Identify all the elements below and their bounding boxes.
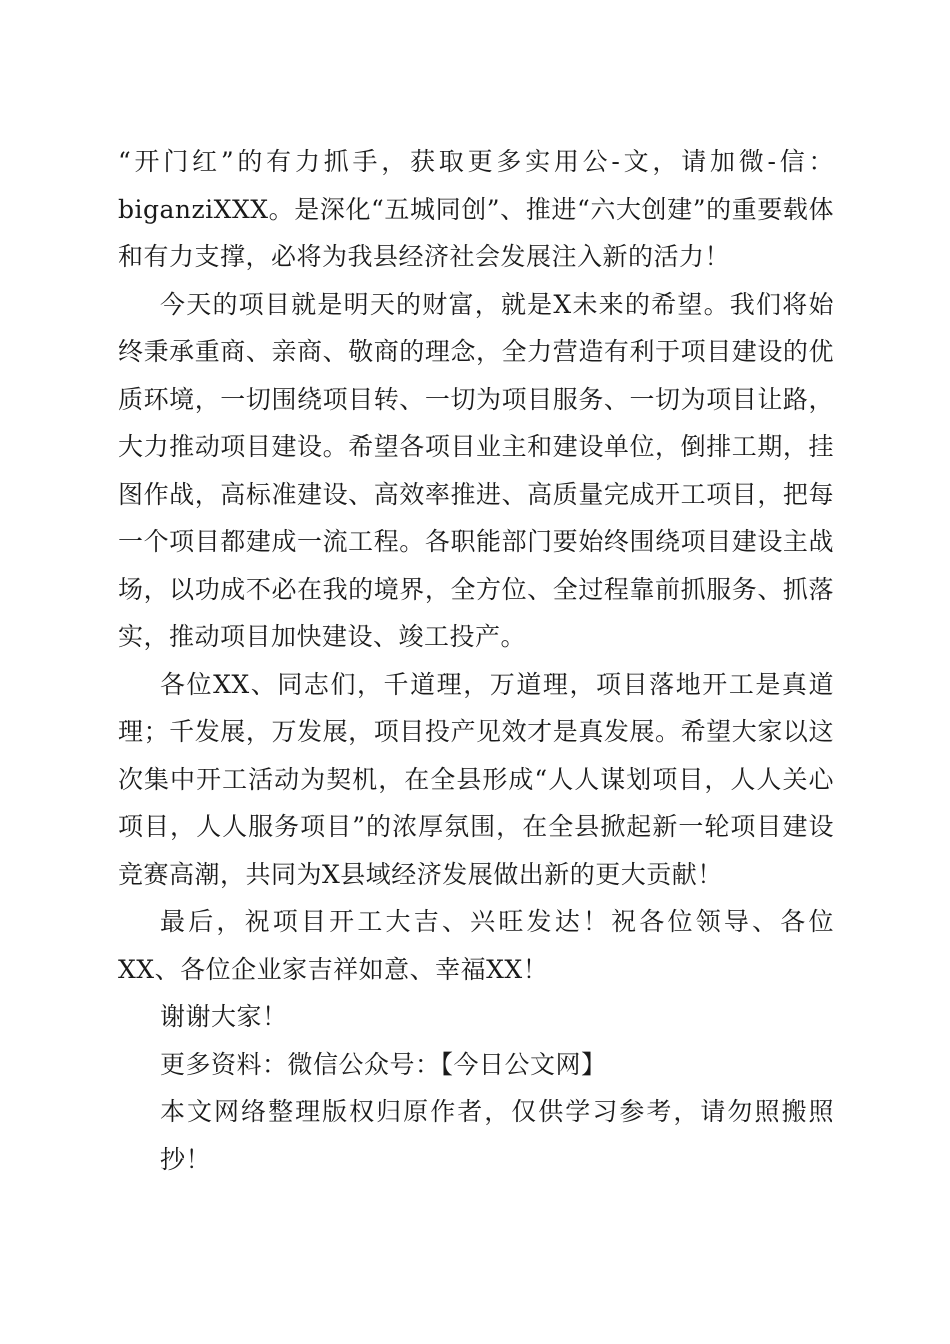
paragraph-continuation: “开门红”的有力抓手，获取更多实用公-文，请加微-信：biganziXXX。是深化“五城同创”、推进“六大创建”的重要载体和有力支撑，必将为我县经济社会发展注入新的活力！ [118, 147, 834, 271]
paragraph-thanks: 谢谢大家！ [160, 1002, 288, 1031]
paragraph-more-resources: 更多资料：微信公众号：【今日公文网】 [160, 1049, 607, 1079]
paragraph-project-wealth: 今天的项目就是明天的财富，就是X未来的希望。我们将始终秉承重商、亲商、敬商的理念，全力营造有利于项目建设的优质环境，一切围绕项目转、一切为项目服务、一切为项目让路，大力推动项目建设。希望各项目业主和建设单位，倒排工期，挂图作战，高标准建设、高效率推进、高质量完成开工项目，把每一个项目都建成一流工程。各职能部门要始终围绕项目建设主战场，以功成不必在我的境界，全方位、全过程靠前抓服务、抓落实，推动项目加快建设、竣工投产。 [118, 289, 834, 651]
paragraph-copyright-notice: 本文网络整理版权归原作者，仅供学习参考，请勿照搬照抄！ [160, 1097, 834, 1174]
document-body [118, 138, 834, 1183]
paragraph-comrades: 各位XX、同志们，千道理，万道理，项目落地开工是真道理；千发展，万发展，项目投产见效才是真发展。希望大家以这次集中开工活动为契机，在全县形成“人人谋划项目，人人关心项目，人人服务项目”的浓厚氛围，在全县掀起新一轮项目建设竞赛高潮，共同为X县域经济发展做出新的更大贡献！ [118, 669, 834, 889]
paragraph-blessing: 最后，祝项目开工大吉、兴旺发达！祝各位领导、各位XX、各位企业家吉祥如意、幸福XX！ [118, 907, 834, 984]
